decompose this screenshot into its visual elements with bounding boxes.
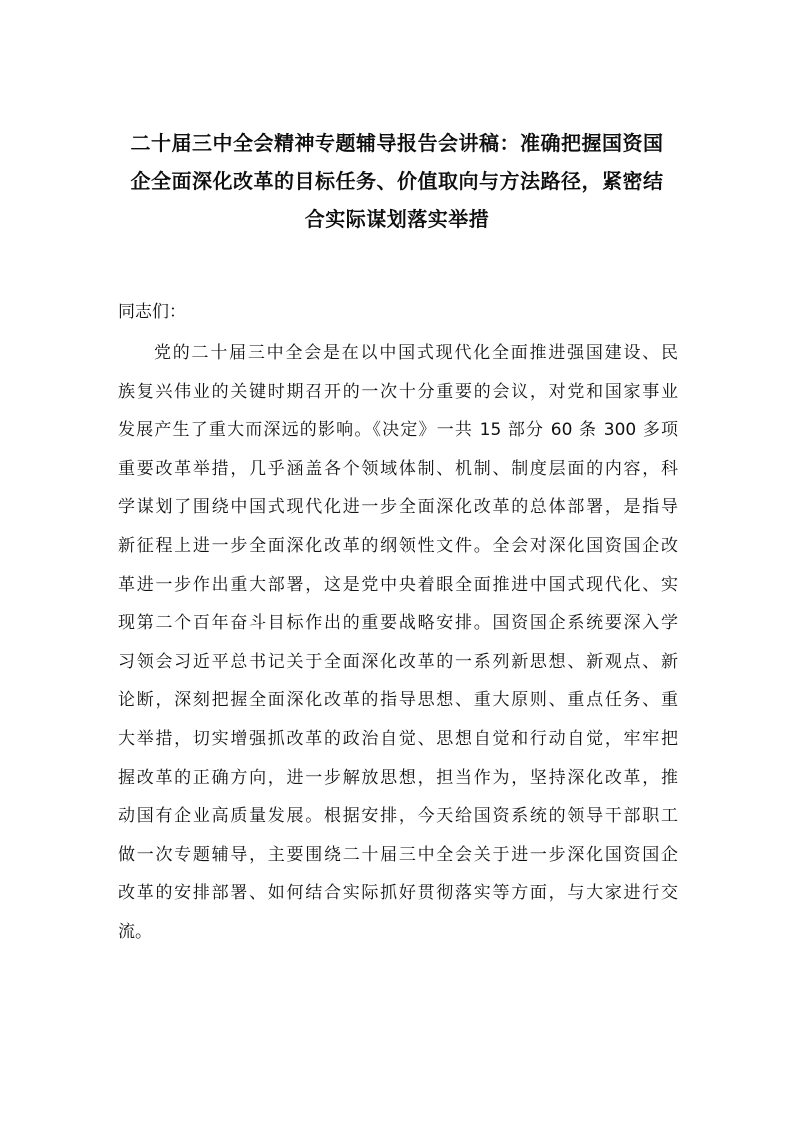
paragraph-line: 发展产生了重大而深远的影响。《决定》一共 15 部分 60 条 300 多项 xyxy=(118,420,678,441)
salutation: 同志们： xyxy=(118,302,186,322)
title-line: 二十届三中全会精神专题辅导报告会讲稿：准确把握国资国 xyxy=(130,131,664,155)
paragraph-line: 习领会习近平总书记关于全面深化改革的一系列新思想、新观点、新 xyxy=(118,651,678,672)
paragraph-line: 新征程上进一步全面深化改革的纲领性文件。全会对深化国资国企改 xyxy=(118,535,678,556)
paragraph-line: 革进一步作出重大部署，这是党中央着眼全面推进中国式现代化、实 xyxy=(118,574,678,595)
title-line: 合实际谋划落实举措 xyxy=(304,207,490,231)
paragraph-line: 党的二十届三中全会是在以中国式现代化全面推进强国建设、民 xyxy=(154,343,678,363)
paragraph-line: 重要改革举措，几乎涵盖各个领域体制、机制、制度层面的内容，科 xyxy=(118,458,678,479)
paragraph-line: 动国有企业高质量发展。根据安排，今天给国资系统的领导干部职工 xyxy=(118,806,678,827)
paragraph-line: 学谋划了围绕中国式现代化进一步全面深化改革的总体部署，是指导 xyxy=(118,497,678,518)
paragraph-line: 流。 xyxy=(118,921,152,942)
paragraph-line: 论断，深刻把握全面深化改革的指导思想、重大原则、重点任务、重 xyxy=(118,690,678,711)
paragraph-line: 握改革的正确方向，进一步解放思想，担当作为，坚持深化改革，推 xyxy=(118,767,678,788)
paragraph-line: 现第二个百年奋斗目标作出的重要战略安排。国资国企系统要深入学 xyxy=(118,613,678,634)
document-title xyxy=(118,124,676,238)
paragraph-line: 族复兴伟业的关键时期召开的一次十分重要的会议，对党和国家事业 xyxy=(118,381,678,402)
title-line: 企全面深化改革的目标任务、价值取向与方法路径，紧密结 xyxy=(130,169,664,193)
paragraph-line: 大举措，切实增强抓改革的政治自觉、思想自觉和行动自觉，牢牢把 xyxy=(118,728,678,749)
paragraph-line: 改革的安排部署、如何结合实际抓好贯彻落实等方面，与大家进行交 xyxy=(118,883,678,904)
body-paragraph xyxy=(118,334,678,952)
paragraph-line: 做一次专题辅导，主要围绕二十届三中全会关于进一步深化国资国企 xyxy=(118,844,678,865)
